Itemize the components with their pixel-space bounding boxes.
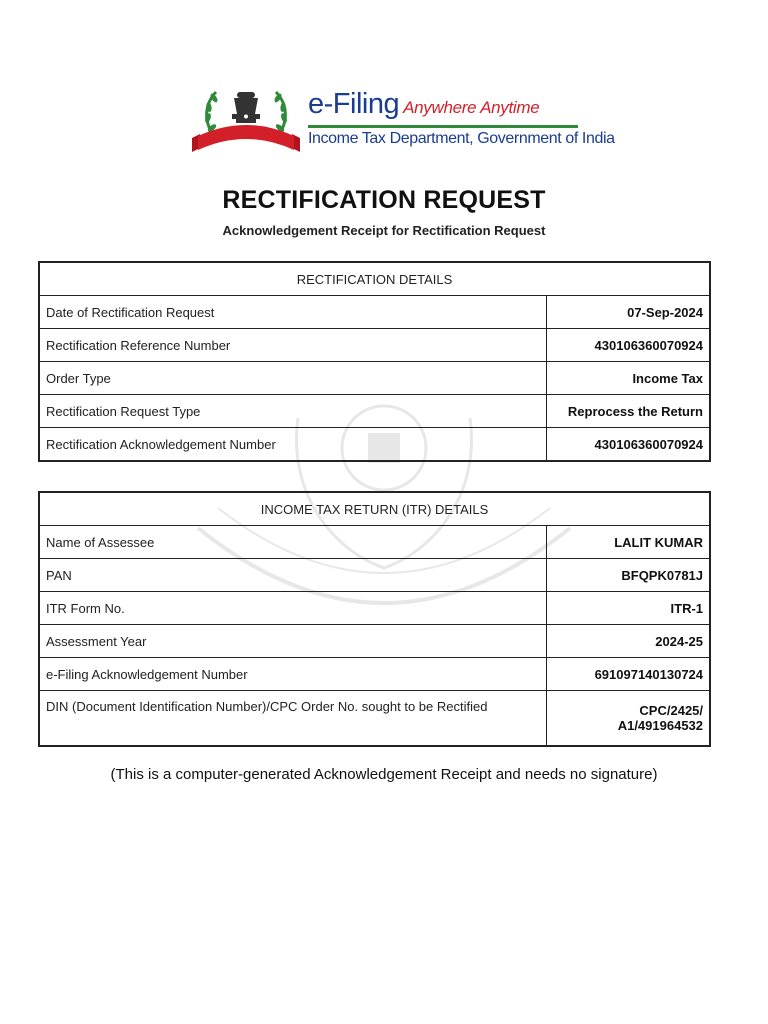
itr-details-heading: INCOME TAX RETURN (ITR) DETAILS <box>40 493 710 526</box>
row-label: Rectification Acknowledgement Number <box>40 428 547 461</box>
row-value: BFQPK0781J <box>547 559 710 592</box>
table-row <box>40 691 710 746</box>
row-label: Assessment Year <box>40 625 547 658</box>
row-value <box>547 691 710 746</box>
row-label: Name of Assessee <box>40 526 547 559</box>
row-label: e-Filing Acknowledgement Number <box>40 658 547 691</box>
table-row <box>40 329 710 362</box>
row-value: Reprocess the Return <box>547 395 710 428</box>
brand-divider <box>308 125 578 128</box>
brand-title-row <box>308 88 539 121</box>
row-label: Rectification Reference Number <box>40 329 547 362</box>
row-value: 2024-25 <box>547 625 710 658</box>
table-row <box>40 428 710 461</box>
row-value: ITR-1 <box>547 592 710 625</box>
brand-title: e-Filing <box>308 88 400 120</box>
table-row <box>40 526 710 559</box>
table-row <box>40 362 710 395</box>
row-label: Order Type <box>40 362 547 395</box>
table-row <box>40 658 710 691</box>
row-value: Income Tax <box>547 362 710 395</box>
table-row <box>40 395 710 428</box>
efiling-logo <box>190 78 615 160</box>
row-label: Date of Rectification Request <box>40 296 547 329</box>
row-value: 07-Sep-2024 <box>547 296 710 329</box>
row-label: PAN <box>40 559 547 592</box>
table-row <box>40 625 710 658</box>
table-row <box>40 296 710 329</box>
document-subtitle: Acknowledgement Receipt for Rectification Request <box>222 223 546 238</box>
rectification-details-table <box>39 262 710 461</box>
table-row <box>40 592 710 625</box>
income-tax-emblem-icon <box>190 78 302 160</box>
table-row <box>40 559 710 592</box>
itr-details-table <box>39 492 710 746</box>
rectification-details-heading: RECTIFICATION DETAILS <box>40 263 710 296</box>
footer-note: (This is a computer-generated Acknowledgement Receipt and needs no signature) <box>110 766 658 783</box>
row-value: 430106360070924 <box>547 329 710 362</box>
din-value-line-2: A1/491964532 <box>617 718 704 733</box>
din-value-line-1: CPC/2425/ <box>639 703 704 718</box>
brand-subtitle: Income Tax Department, Government of India <box>308 130 615 147</box>
row-value: 430106360070924 <box>547 428 710 461</box>
document-title: RECTIFICATION REQUEST <box>222 186 546 214</box>
brand-tagline: Anywhere Anytime <box>403 98 540 117</box>
row-value: LALIT KUMAR <box>547 526 710 559</box>
row-label: ITR Form No. <box>40 592 547 625</box>
row-value: 691097140130724 <box>547 658 710 691</box>
row-label: DIN (Document Identification Number)/CPC Order No. sought to be Rectified <box>40 691 547 746</box>
row-label: Rectification Request Type <box>40 395 547 428</box>
